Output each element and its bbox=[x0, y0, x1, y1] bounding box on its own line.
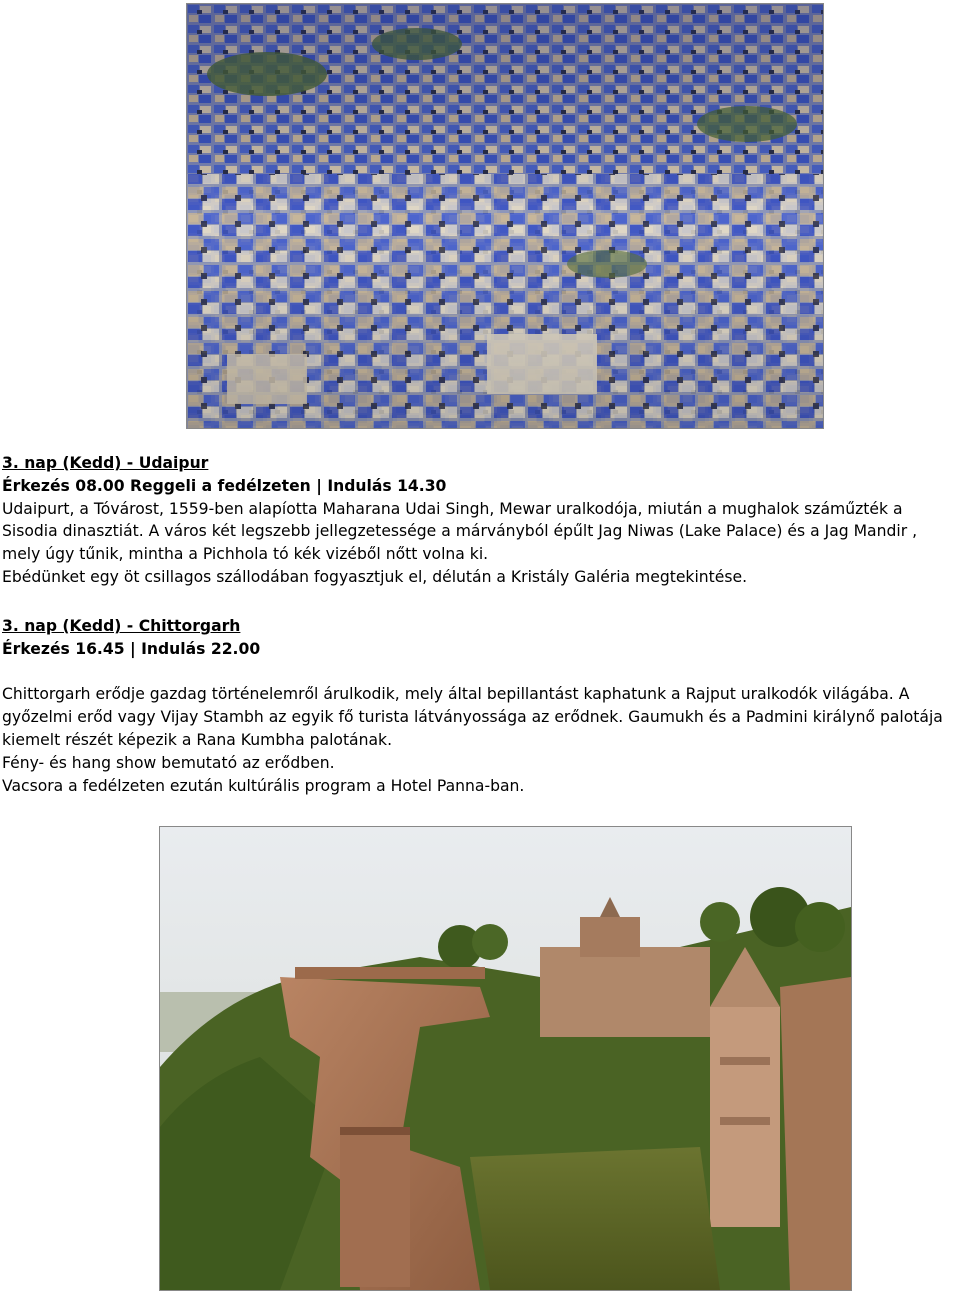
section-paragraph: Ebédünket egy öt csillagos szállodában fogyasztjuk el, délután a Kristály Galéria megtekintése. bbox=[2, 567, 748, 586]
section-times: Érkezés 16.45 | Indulás 22.00 bbox=[2, 639, 261, 658]
section-paragraph: Udaipurt, a Tóvárost, 1559-ben alapíotta Maharana Udai Singh, Mewar uralkodója, miután a mughalok száműzték a Sisodia dinasztiát. A város két legszebb jellegzetessége a márványból épűlt Jag Niwas (Lake Palace) és a Jag Mandir , mely úgy tűnik, mintha a Pichhola tó kék vizéből nőtt volna ki. bbox=[2, 499, 918, 564]
section-title: 3. nap (Kedd) - Chittorgarh bbox=[2, 617, 241, 635]
photo-blue-city bbox=[187, 4, 823, 428]
section-title: 3. nap (Kedd) - Udaipur bbox=[2, 454, 209, 472]
section-paragraph: Vacsora a fedélzeten ezután kultúrális program a Hotel Panna-ban. bbox=[2, 776, 525, 795]
section-times: Érkezés 08.00 Reggeli a fedélzeten | Indulás 14.30 bbox=[2, 476, 447, 495]
section-chittorgarh bbox=[2, 615, 958, 797]
section-udaipur bbox=[2, 452, 958, 589]
photo-chittorgarh-fort bbox=[160, 827, 851, 1290]
section-paragraph: Chittorgarh erődje gazdag történelemről árulkodik, mely által bepillantást kaphatunk a Rajput uralkodók világába. A győzelmi erőd vagy Vijay Stambh az egyik fő turista látványossága az erődnek. Gaumukh és a Padmini királynő palotája kiemelt részét képezik a Rana Kumbha palotának. bbox=[2, 685, 943, 749]
section-paragraph: Fény- és hang show bemutató az erődben. bbox=[2, 753, 335, 772]
